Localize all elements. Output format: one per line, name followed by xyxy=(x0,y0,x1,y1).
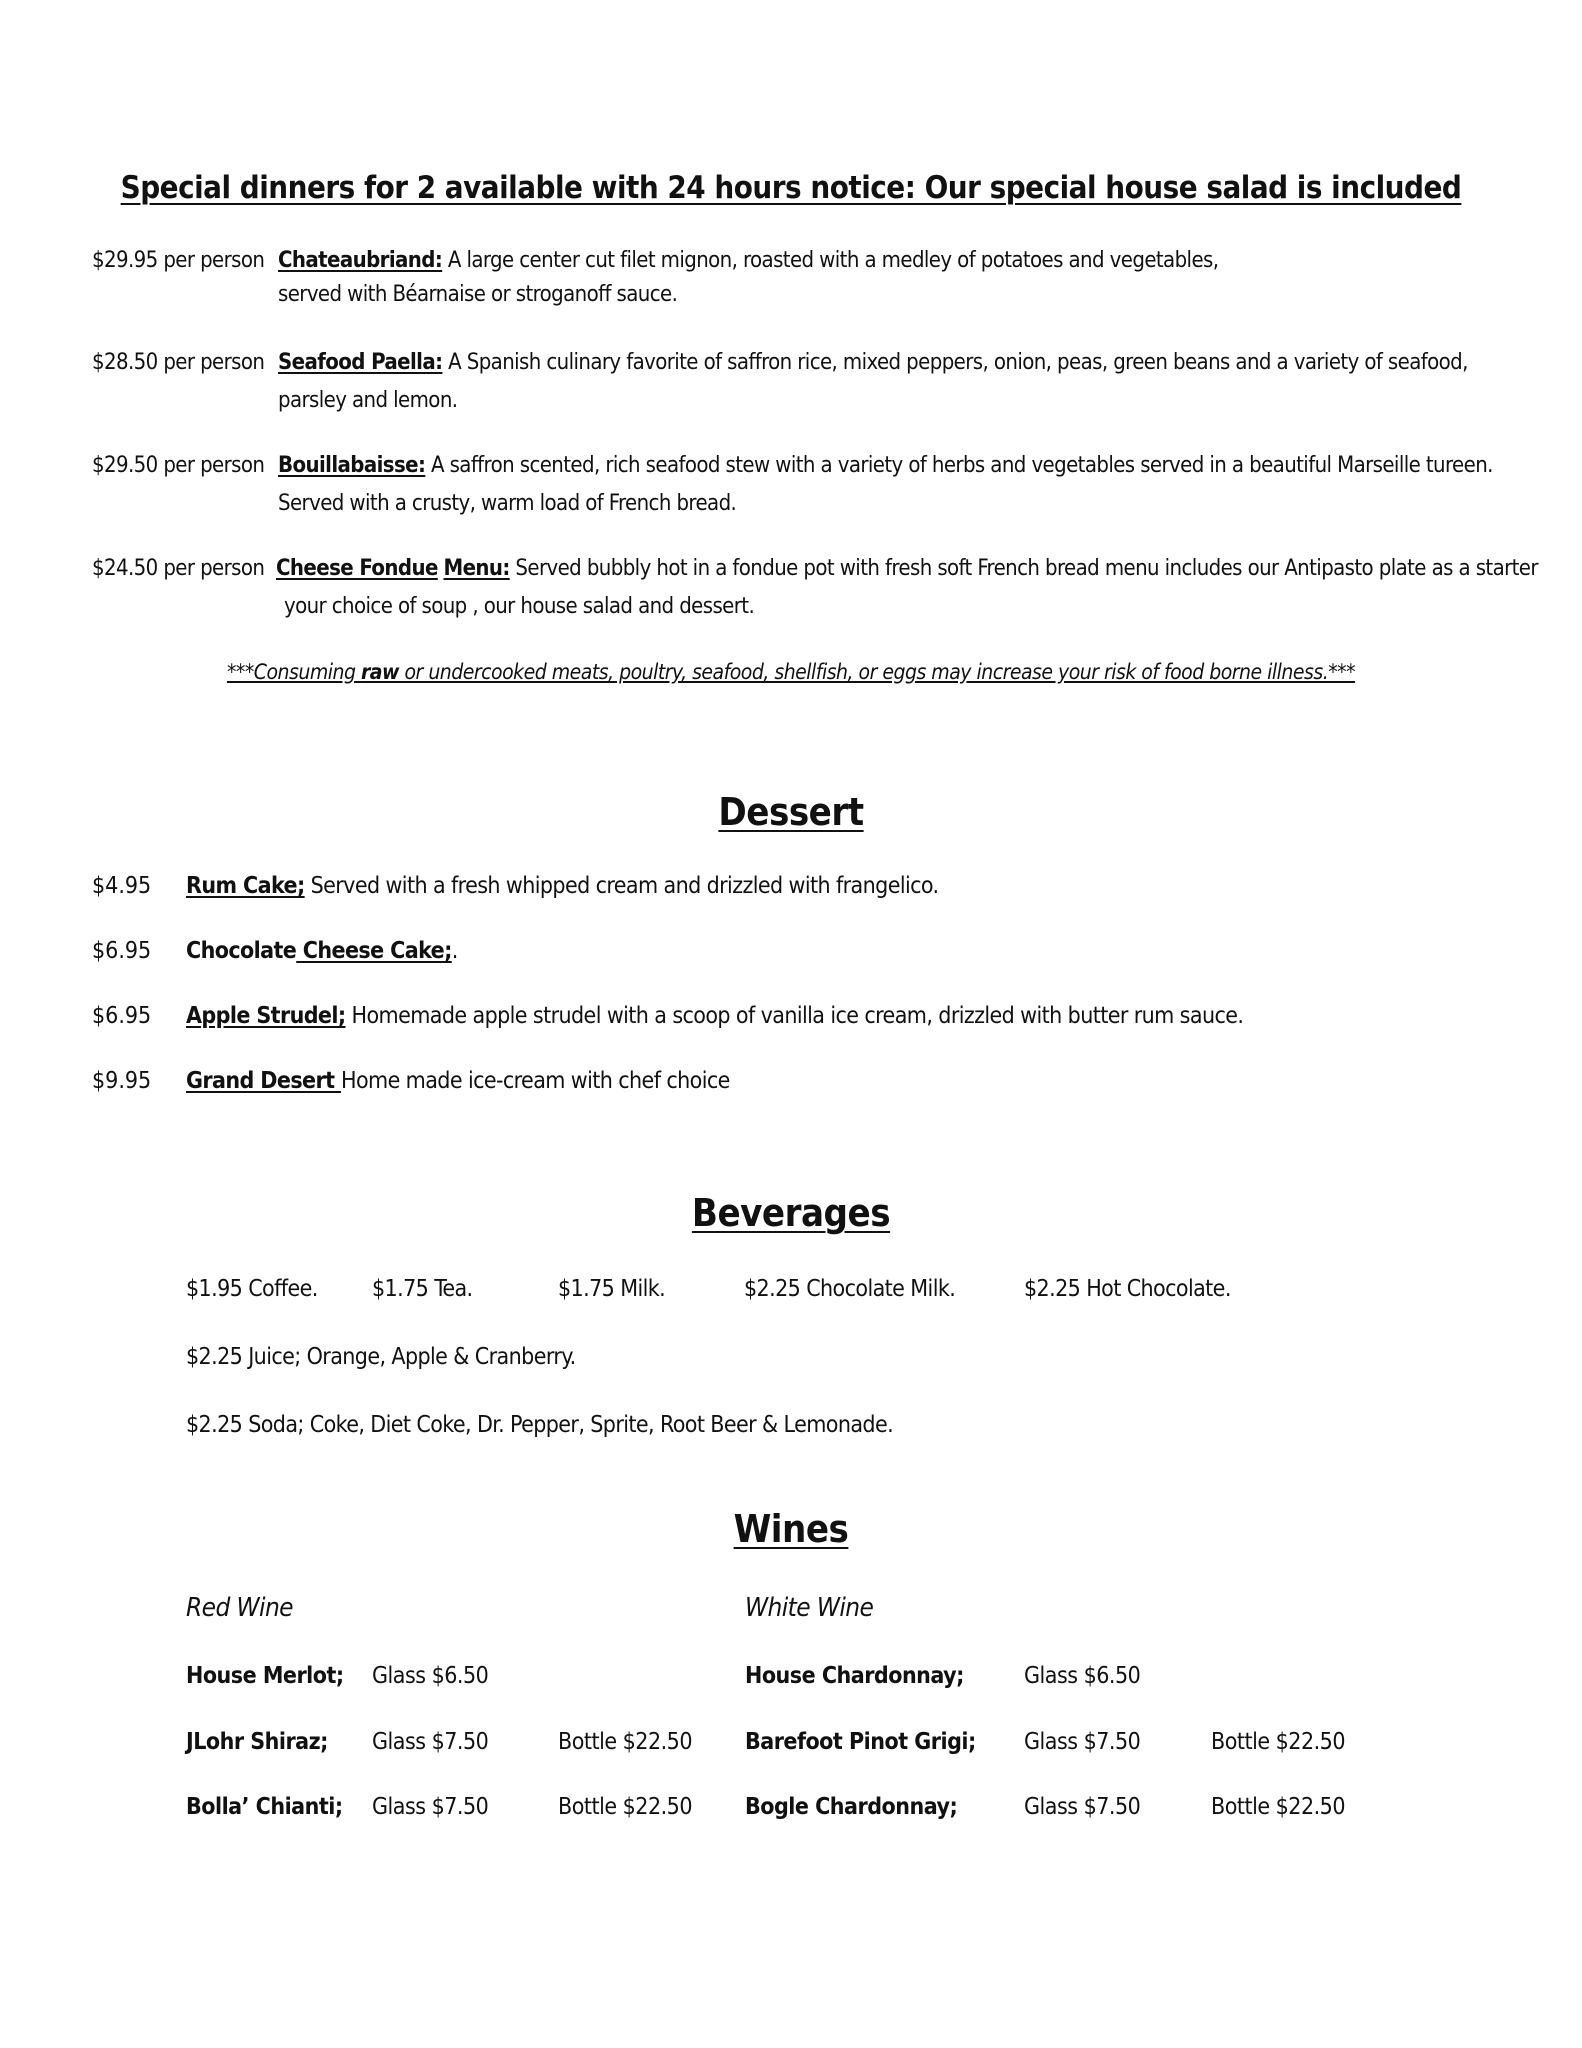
special-desc-line1 xyxy=(278,453,1493,478)
beverage-milk: $1.75 Milk. xyxy=(558,1276,666,1302)
dessert-name: Grand Desert xyxy=(186,1068,341,1094)
special-price: $29.95 per person xyxy=(92,248,265,273)
special-name-menu: Menu: xyxy=(443,556,510,581)
special-name: Seafood Paella: xyxy=(278,350,443,375)
special-desc-line1 xyxy=(278,350,1468,375)
red-wine-heading: Red Wine xyxy=(186,1593,293,1623)
red-wine-name: Bolla’ Chianti; xyxy=(186,1794,343,1820)
dessert-name: Rum Cake; xyxy=(186,873,305,899)
dessert-desc-text: Homemade apple strudel with a scoop of vanilla ice cream, drizzled with butter rum sauce. xyxy=(345,1003,1244,1029)
beverage-chocolate-milk: $2.25 Chocolate Milk. xyxy=(744,1276,956,1302)
white-wine-heading: White Wine xyxy=(745,1593,874,1623)
red-wine-name: House Merlot; xyxy=(186,1663,344,1689)
special-desc-line1 xyxy=(278,248,1218,273)
warning-text: or undercooked meats, poultry, seafood, shellfish, or eggs may increase your risk of food borne illness.*** xyxy=(399,660,1356,684)
white-wine-name: Bogle Chardonnay; xyxy=(745,1794,958,1820)
special-desc-text: A saffron scented, rich seafood stew with a variety of herbs and vegetables served in a beautiful Marseille tureen. xyxy=(425,453,1493,478)
special-desc-line2: Served with a crusty, warm load of French bread. xyxy=(278,491,737,516)
special-dinners-title: Special dinners for 2 available with 24 hours notice: Our special house salad is included xyxy=(120,170,1462,206)
beverage-coffee: $1.95 Coffee. xyxy=(186,1276,318,1302)
special-name: Chateaubriand: xyxy=(278,248,443,273)
beverage-soda: $2.25 Soda; Coke, Diet Coke, Dr. Pepper, Sprite, Root Beer & Lemonade. xyxy=(186,1412,894,1438)
special-price: $28.50 per person xyxy=(92,350,265,375)
dessert-price: $4.95 xyxy=(92,873,152,899)
special-desc-line2: your choice of soup , our house salad and dessert. xyxy=(284,594,755,619)
special-desc-text: A Spanish culinary favorite of saffron rice, mixed peppers, onion, peas, green beans and a variety of seafood, xyxy=(442,350,1468,375)
dessert-price: $6.95 xyxy=(92,1003,152,1029)
beverages-title: Beverages xyxy=(691,1191,891,1235)
dessert-desc xyxy=(186,938,458,964)
special-desc-line2: served with Béarnaise or stroganoff sauce. xyxy=(278,282,678,307)
dessert-desc-text: Home made ice-cream with chef choice xyxy=(340,1068,730,1094)
white-wine-name: House Chardonnay; xyxy=(745,1663,964,1689)
dessert-name: Apple Strudel; xyxy=(186,1003,346,1029)
special-price: $24.50 per person xyxy=(92,556,265,581)
dessert-name-cake: Cheese Cake; xyxy=(296,938,452,964)
white-wine-name: Barefoot Pinot Grigi; xyxy=(745,1729,976,1755)
special-desc-line2: parsley and lemon. xyxy=(278,388,458,413)
dessert-desc xyxy=(186,1068,730,1094)
dessert-desc-text: Served with a fresh whipped cream and drizzled with frangelico. xyxy=(304,873,939,899)
dessert-price: $9.95 xyxy=(92,1068,152,1094)
special-desc-line1 xyxy=(276,556,1538,581)
dessert-desc-text: . xyxy=(451,938,458,964)
white-wine-glass: Glass $6.50 xyxy=(1024,1663,1141,1689)
white-wine-glass: Glass $7.50 xyxy=(1024,1729,1141,1755)
food-safety-warning xyxy=(0,660,1582,684)
red-wine-bottle: Bottle $22.50 xyxy=(558,1794,693,1820)
dessert-desc xyxy=(186,1003,1243,1029)
wines-title: Wines xyxy=(733,1507,849,1551)
special-desc-text: Served bubbly hot in a fondue pot with fresh soft French bread menu includes our Antipasto plate as a starter xyxy=(509,556,1538,581)
white-wine-glass: Glass $7.50 xyxy=(1024,1794,1141,1820)
white-wine-bottle: Bottle $22.50 xyxy=(1211,1729,1346,1755)
special-desc-text: A large center cut filet mignon, roasted with a medley of potatoes and vegetables, xyxy=(442,248,1219,273)
red-wine-bottle: Bottle $22.50 xyxy=(558,1729,693,1755)
dessert-price: $6.95 xyxy=(92,938,152,964)
dessert-name: Chocolate xyxy=(186,938,297,964)
special-name: Bouillabaisse: xyxy=(278,453,426,478)
dessert-desc xyxy=(186,873,939,899)
special-name: Cheese Fondue xyxy=(276,556,438,581)
white-wine-bottle: Bottle $22.50 xyxy=(1211,1794,1346,1820)
red-wine-glass: Glass $7.50 xyxy=(372,1794,489,1820)
warning-text: ***Consuming xyxy=(226,660,361,684)
red-wine-glass: Glass $7.50 xyxy=(372,1729,489,1755)
special-price: $29.50 per person xyxy=(92,453,265,478)
beverage-juice: $2.25 Juice; Orange, Apple & Cranberry. xyxy=(186,1344,576,1370)
dessert-title: Dessert xyxy=(718,790,864,834)
warning-raw: raw xyxy=(360,660,399,684)
beverage-hot-chocolate: $2.25 Hot Chocolate. xyxy=(1024,1276,1231,1302)
red-wine-glass: Glass $6.50 xyxy=(372,1663,489,1689)
red-wine-name: JLohr Shiraz; xyxy=(186,1729,328,1755)
beverage-tea: $1.75 Tea. xyxy=(372,1276,473,1302)
